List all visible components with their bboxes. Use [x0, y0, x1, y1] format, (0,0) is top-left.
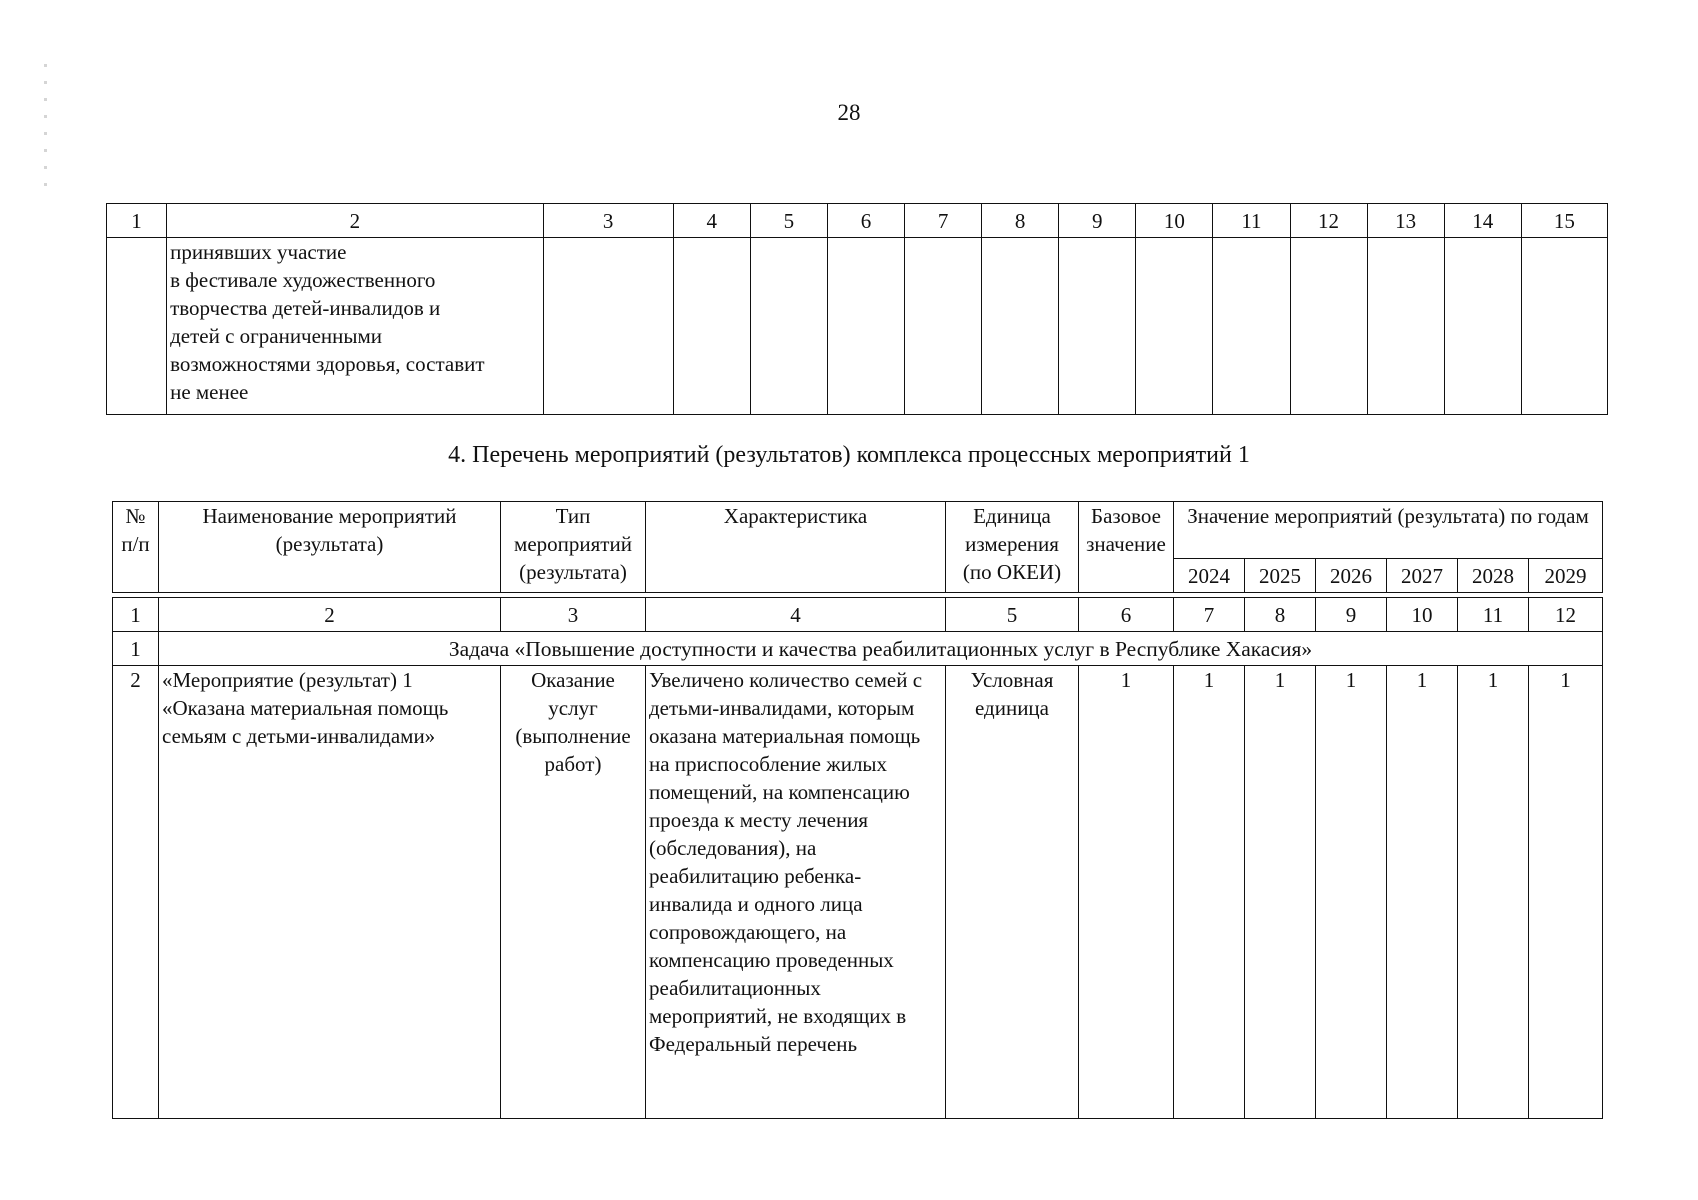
- col-number-cell: 1: [107, 204, 167, 238]
- col-number-cell: 10: [1136, 204, 1213, 238]
- col-number-cell: 3: [543, 204, 673, 238]
- activity-type: Оказание услуг (выполнение работ): [501, 666, 646, 1119]
- col-number-cell: 8: [982, 204, 1059, 238]
- value-2029: 1: [1529, 666, 1603, 1119]
- empty-cell: [982, 238, 1059, 415]
- empty-cell: [905, 238, 982, 415]
- header-characteristic: Характеристика: [646, 502, 946, 593]
- year-cell: 2027: [1387, 559, 1458, 593]
- task-row: [113, 632, 1603, 666]
- col-number-cell: 9: [1316, 598, 1387, 632]
- value-2028: 1: [1458, 666, 1529, 1119]
- col-number-cell: 11: [1458, 598, 1529, 632]
- header-row: [113, 502, 1603, 559]
- col-number-cell: 4: [646, 598, 946, 632]
- col-number-cell: 4: [673, 204, 750, 238]
- value-2025: 1: [1245, 666, 1316, 1119]
- activity-base-value: 1: [1079, 666, 1174, 1119]
- empty-cell: [543, 238, 673, 415]
- col-number-cell: 2: [167, 204, 544, 238]
- col-number-cell: 6: [1079, 598, 1174, 632]
- col-number-cell: 13: [1367, 204, 1444, 238]
- text-line: принявших участие: [170, 240, 347, 264]
- empty-cell: [673, 238, 750, 415]
- empty-cell: [1367, 238, 1444, 415]
- row-no: 2: [113, 666, 159, 1119]
- col-number-cell: 8: [1245, 598, 1316, 632]
- empty-cell: [1059, 238, 1136, 415]
- text-line: творчества детей-инвалидов и: [170, 296, 441, 320]
- year-cell: 2025: [1245, 559, 1316, 593]
- header-name: Наименование мероприятий (результата): [159, 502, 501, 593]
- col-number-cell: 11: [1213, 204, 1290, 238]
- activity-characteristic: Увеличено количество семей с детьми-инвалидами, которым оказана материальная помощь на приспособление жилых помещений, на компенсацию проезда к месту лечения (обследования), на реабилитацию ребенка-инвалида и одного лица сопровождающего, на компенсацию проведенных реабилитационных мероприятий, не входящих в Федеральный перечень: [646, 666, 946, 1119]
- activity-row: [113, 666, 1603, 1119]
- continuation-row: [107, 238, 1608, 415]
- activities-table: [112, 501, 1603, 1119]
- col-number-cell: 7: [905, 204, 982, 238]
- header-values-by-year: Значение мероприятий (результата) по годам: [1174, 502, 1603, 559]
- empty-cell: [107, 238, 167, 415]
- task-no: 1: [113, 632, 159, 666]
- col-number-cell: 12: [1529, 598, 1603, 632]
- section-heading: 4. Перечень мероприятий (результатов) комплекса процессных мероприятий 1: [448, 442, 1250, 468]
- empty-cell: [1136, 238, 1213, 415]
- scan-edge-marks: [44, 50, 114, 230]
- page-number: 28: [837, 100, 861, 125]
- col-number-cell: 3: [501, 598, 646, 632]
- col-number-cell: 2: [159, 598, 501, 632]
- year-cell: 2028: [1458, 559, 1529, 593]
- col-number-cell: 15: [1521, 204, 1607, 238]
- year-cell: 2024: [1174, 559, 1245, 593]
- col-number-cell: 5: [750, 204, 827, 238]
- empty-cell: [1444, 238, 1521, 415]
- col-number-cell: 6: [827, 204, 904, 238]
- text-line: детей с ограниченными: [170, 324, 383, 348]
- header-type: Тип мероприятий (результата): [501, 502, 646, 593]
- column-number-row: [107, 204, 1608, 238]
- year-cell: 2026: [1316, 559, 1387, 593]
- column-number-row: [113, 598, 1603, 632]
- empty-cell: [750, 238, 827, 415]
- indicator-text-cell: [167, 238, 544, 415]
- value-2026: 1: [1316, 666, 1387, 1119]
- empty-cell: [827, 238, 904, 415]
- col-number-cell: 1: [113, 598, 159, 632]
- value-2024: 1: [1174, 666, 1245, 1119]
- empty-cell: [1521, 238, 1607, 415]
- col-number-cell: 7: [1174, 598, 1245, 632]
- header-no: № п/п: [113, 502, 159, 593]
- text-line: не менее: [170, 380, 249, 404]
- text-line: возможностями здоровья, составит: [170, 352, 485, 376]
- col-number-cell: 9: [1059, 204, 1136, 238]
- header-base: Базовое значение: [1079, 502, 1174, 593]
- text-line: в фестивале художественного: [170, 268, 436, 292]
- activity-unit: Условная единица: [946, 666, 1079, 1119]
- empty-cell: [1290, 238, 1367, 415]
- header-unit: Единица измерения (по ОКЕИ): [946, 502, 1079, 593]
- col-number-cell: 14: [1444, 204, 1521, 238]
- activity-name: «Мероприятие (результат) 1 «Оказана материальная помощь семьям с детьми-инвалидами»: [159, 666, 501, 1119]
- empty-cell: [1213, 238, 1290, 415]
- col-number-cell: 12: [1290, 204, 1367, 238]
- continuation-table: [106, 203, 1608, 415]
- task-text: Задача «Повышение доступности и качества реабилитационных услуг в Республике Хакасия»: [159, 632, 1603, 666]
- col-number-cell: 10: [1387, 598, 1458, 632]
- year-cell: 2029: [1529, 559, 1603, 593]
- value-2027: 1: [1387, 666, 1458, 1119]
- col-number-cell: 5: [946, 598, 1079, 632]
